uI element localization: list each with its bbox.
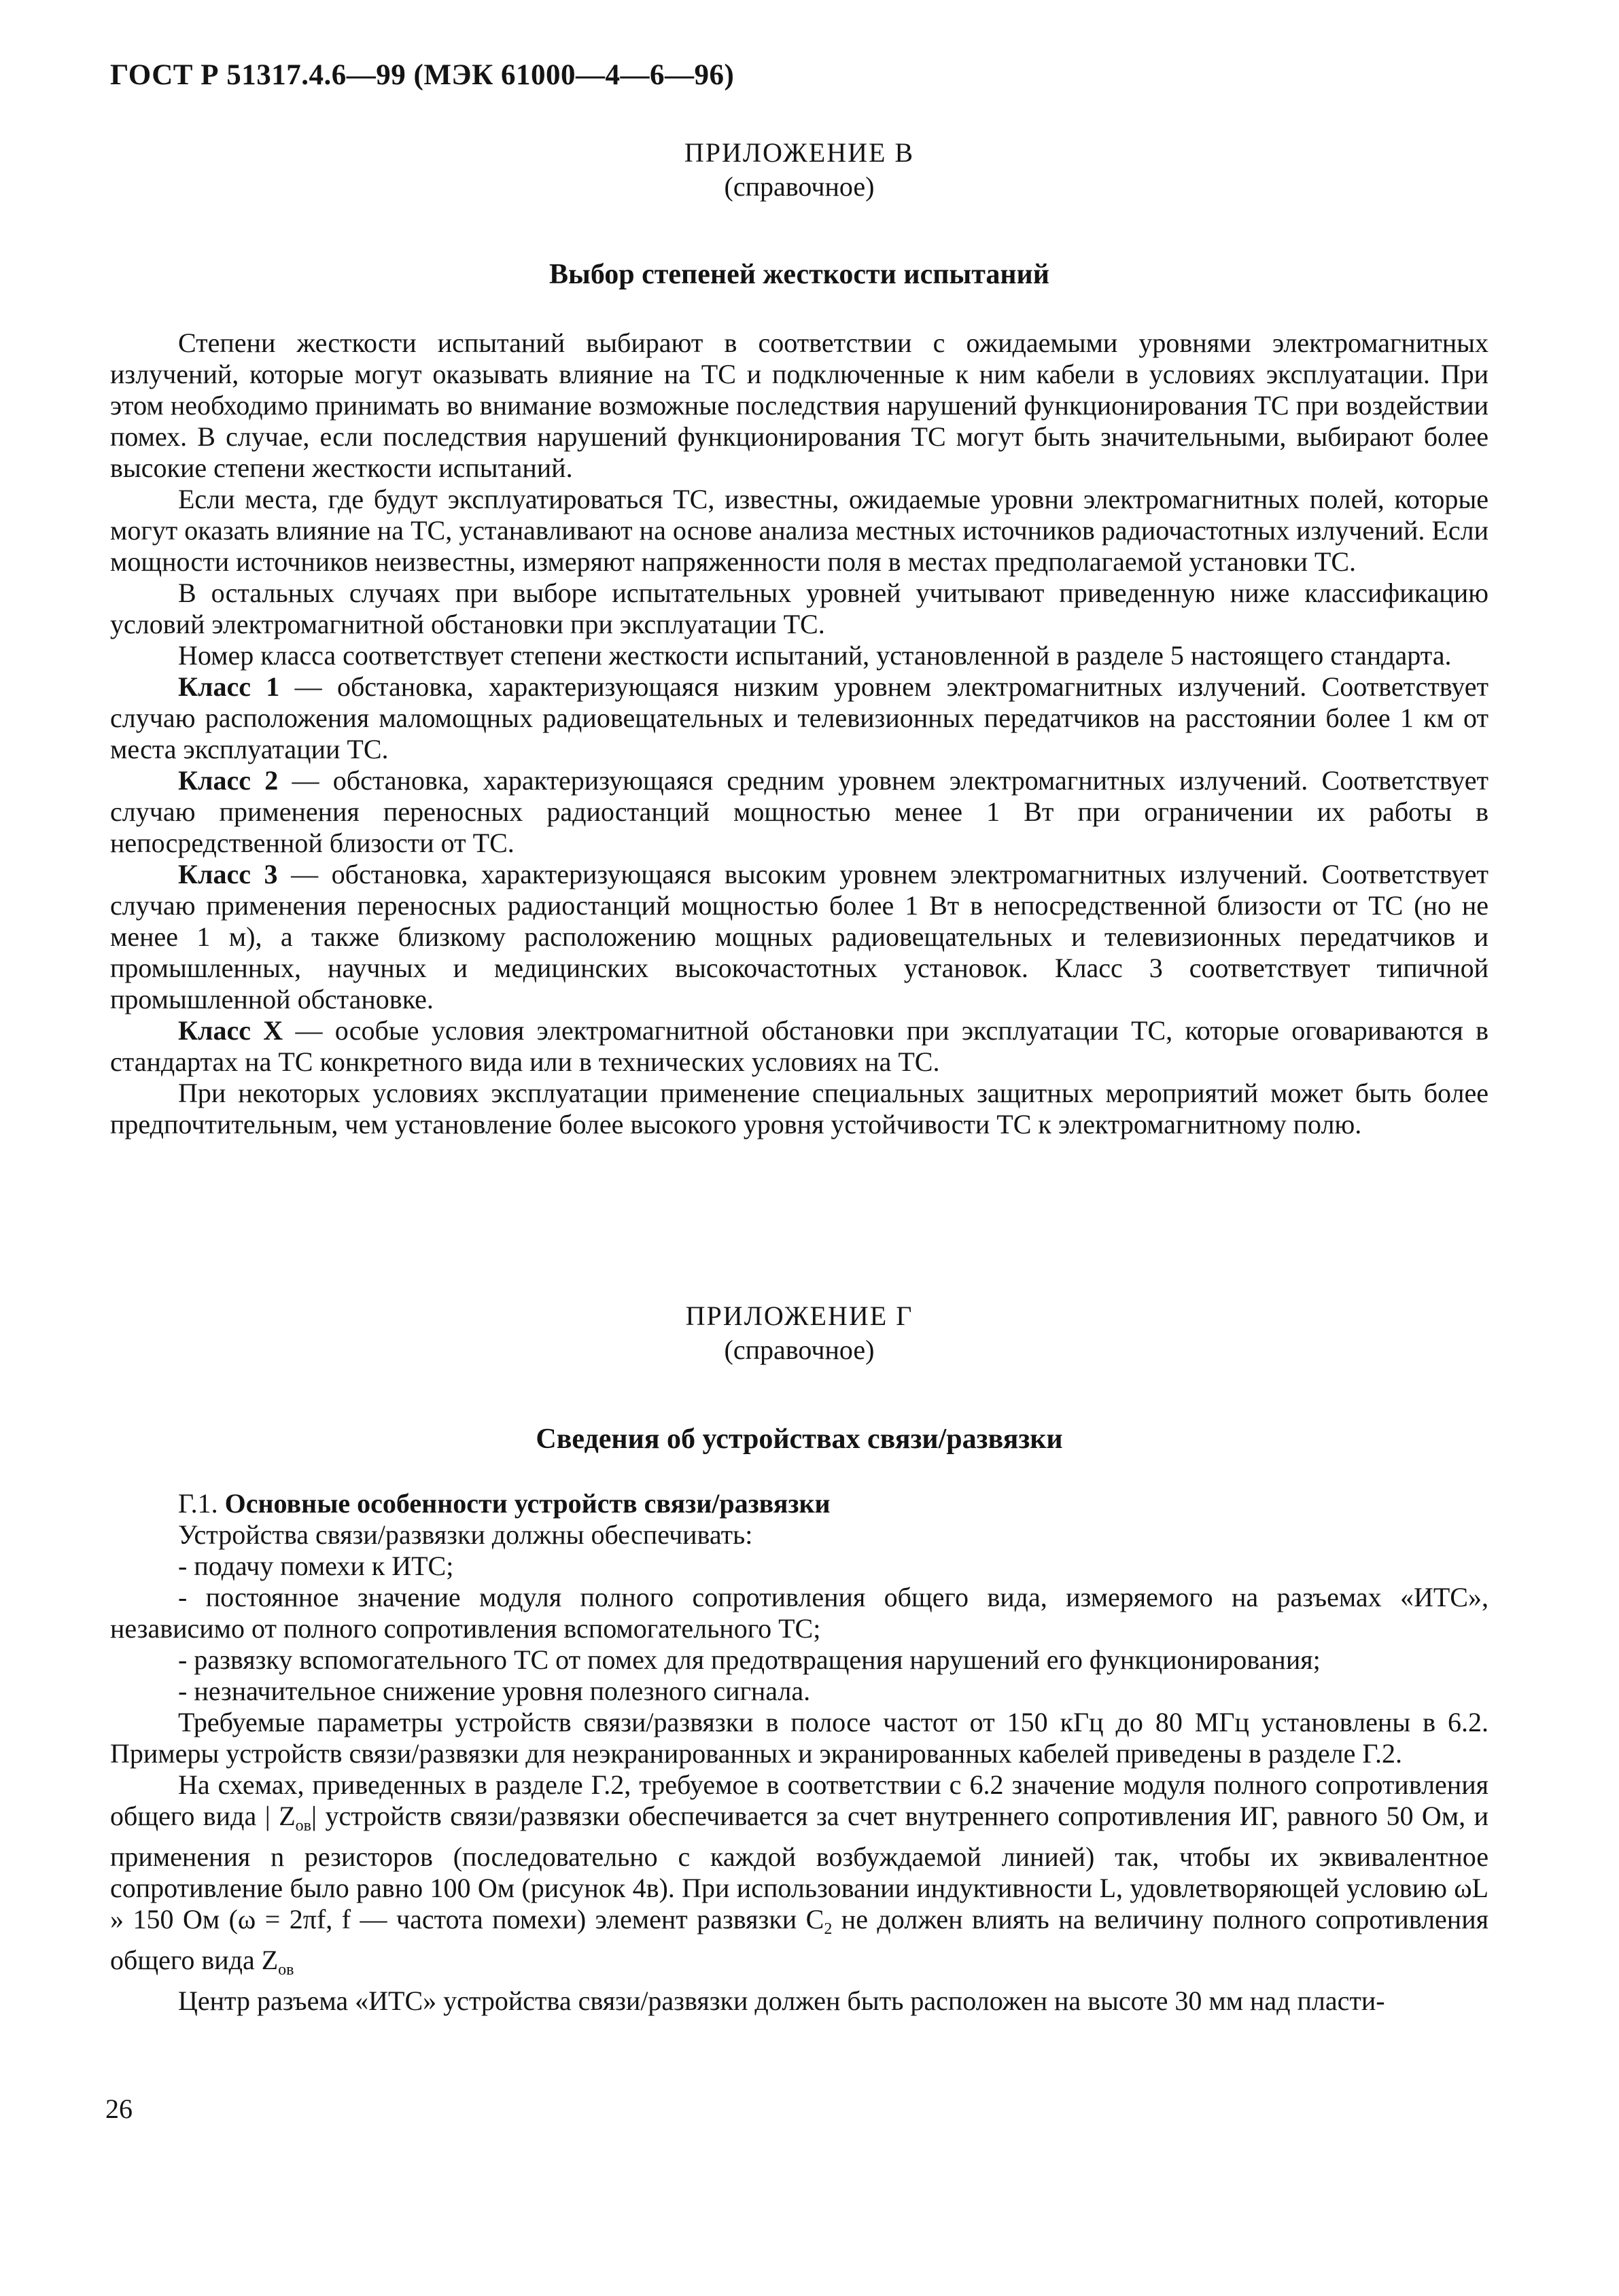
paragraph: Номер класса соответствует степени жесткости испытаний, установленной в разделе 5 настоящего стандарта. xyxy=(178,640,1452,671)
appendix-g-title: ПРИЛОЖЕНИЕ Г xyxy=(685,1301,913,1331)
class-3-paragraph xyxy=(110,859,1489,1015)
z-subscript-end: ов xyxy=(278,1961,294,1979)
class-x-label: Класс X xyxy=(178,1015,283,1046)
appendix-b-body xyxy=(110,328,1489,1140)
paragraph: Если места, где будут эксплуатироваться ТС, известны, ожидаемые уровни электромагнитных полей, которые могут оказать влияние на ТС, устанавливают на основе анализа местных источников радиочастотных излучений. Если мощности источников неизвестны, измеряют напряженности поля в местах предполагаемой установки ТС. xyxy=(110,484,1489,577)
paragraph: Степени жесткости испытаний выбирают в соответствии с ожидаемыми уровнями электромагнитных излучений, которые могут оказывать влияние на ТС и подключенные к ним кабели в условиях эксплуатации. При этом необходимо принимать во внимание возможные последствия нарушений функционирования ТС при воздействии помех. В случае, если последствия нарушений функционирования ТС могут быть значительными, выбирают более высокие степени жесткости испытаний. xyxy=(110,328,1489,483)
center-paragraph: Центр разъема «ИТС» устройства связи/развязки должен быть расположен на высоте 30 мм над пласти- xyxy=(178,1985,1385,2016)
z-subscript: ов xyxy=(295,1817,311,1835)
appendix-b-title: ПРИЛОЖЕНИЕ В xyxy=(684,137,915,168)
appendix-g-body xyxy=(110,1488,1489,2017)
z-symbol: Z xyxy=(279,1801,296,1831)
class-1-label: Класс 1 xyxy=(178,671,280,702)
class-3-label: Класс 3 xyxy=(178,859,278,889)
schemes-text-3: не должен влиять на величину полного сопротивления общего вида Z xyxy=(110,1904,1489,1975)
section-title-line xyxy=(110,1488,1489,1519)
page-number: 26 xyxy=(105,2094,133,2124)
c-subscript: 2 xyxy=(824,1920,833,1938)
document-header: ГОСТ Р 51317.4.6—99 (МЭК 61000—4—6—96) xyxy=(110,59,735,91)
appendix-g-subtitle: (справочное) xyxy=(724,1335,875,1365)
class-2-text: — обстановка, характеризующаяся средним уровнем электромагнитных излучений. Соответствует случаю применения переносных радиостанций мощностью менее 1 Вт при ограничении их работы в непосредственной близости от ТС. xyxy=(110,765,1489,858)
list-intro: Устройства связи/развязки должны обеспечивать: xyxy=(178,1519,753,1550)
class-x-paragraph xyxy=(110,1015,1489,1078)
class-2-label: Класс 2 xyxy=(178,765,279,796)
z-abs-symbol: | $Z_{ов}|$ xyxy=(264,1801,317,1835)
appendix-b-heading: Выбор степеней жесткости испытаний xyxy=(549,259,1049,290)
section-title: Основные особенности устройств связи/развязки xyxy=(224,1488,831,1519)
section-number: Г.1. xyxy=(178,1488,218,1519)
class-2-paragraph xyxy=(110,765,1489,859)
list-item: - развязку вспомогательного ТС от помех для предотвращения нарушений его функционирования; xyxy=(178,1644,1321,1675)
list-item: - постоянное значение модуля полного сопротивления общего вида, измеряемого на разъемах «ИТС», независимо от полного сопротивления вспомогательного ТС; xyxy=(110,1582,1489,1644)
class-x-text: — особые условия электромагнитной обстановки при эксплуатации ТС, которые оговариваются в стандартах на ТС конкретного вида или в технических условиях на ТС. xyxy=(110,1015,1489,1077)
closing-paragraph: При некоторых условиях эксплуатации применение специальных защитных мероприятий может быть более предпочтительным, чем установление более высокого уровня устойчивости ТС к электромагнитному полю. xyxy=(110,1078,1489,1140)
schemes-text-2: устройств связи/развязки обеспечивается за счет внутреннего сопротивления ИГ, равного 50 Ом, и применения n резисторов (последовательно с каждой возбуждаемой линией) так, чтобы их эквивалентное сопротивление было равно 100 Ом (рисунок 4в). При использовании индуктивности L, удовлетворяющей условию ωL » 150 Ом (ω = 2πf, f — частота помехи) элемент развязки C xyxy=(110,1801,1489,1935)
appendix-b-subtitle: (справочное) xyxy=(724,171,875,202)
class-1-paragraph xyxy=(110,671,1489,765)
schemes-text-1: На схемах, приведенных в разделе Г.2, требуемое в соответствии с 6.2 значение модуля полного сопротивления общего вида xyxy=(110,1769,1489,1831)
class-3-text: — обстановка, характеризующаяся высоким уровнем электромагнитных излучений. Соответствует случаю применения переносных радиостанций мощностью более 1 Вт в непосредственной близости от ТС (но не менее 1 м), а также близкому расположению мощных радиовещательных и телевизионных передатчиков и промышленных, научных и медицинских высокочастотных установок. Класс 3 соответствует типичной промышленной обстановке. xyxy=(110,859,1489,1014)
list-item: - незначительное снижение уровня полезного сигнала. xyxy=(178,1676,811,1706)
params-paragraph: Требуемые параметры устройств связи/развязки в полосе частот от 150 кГц до 80 МГц установлены в 6.2. Примеры устройств связи/развязки для неэкранированных и экранированных кабелей приведены в разделе Г.2. xyxy=(110,1707,1489,1769)
paragraph: В остальных случаях при выборе испытательных уровней учитывают приведенную ниже классификацию условий электромагнитной обстановки при эксплуатации ТС. xyxy=(110,578,1489,639)
list-item: - подачу помехи к ИТС; xyxy=(178,1551,454,1581)
class-1-text: — обстановка, характеризующаяся низким уровнем электромагнитных излучений. Соответствует случаю расположения маломощных радиовещательных и телевизионных передатчиков на расстоянии более 1 км от места эксплуатации ТС. xyxy=(110,671,1489,764)
appendix-g-heading: Сведения об устройствах связи/развязки xyxy=(536,1424,1063,1455)
schemes-paragraph xyxy=(110,1769,1489,1985)
